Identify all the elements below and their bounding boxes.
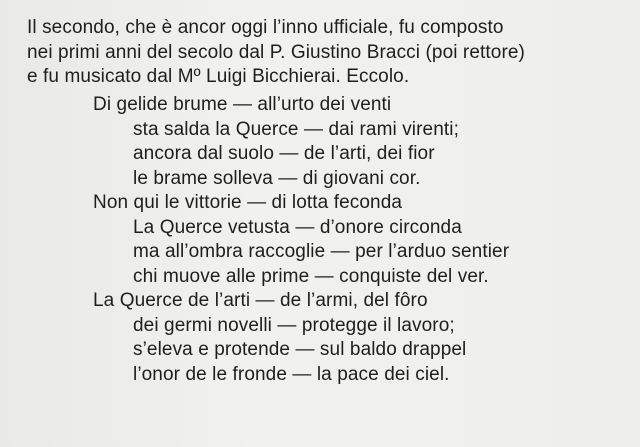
verse-line: ma all’ombra raccoglie — per l’arduo sentier (133, 241, 510, 262)
verse-line: dei germi novelli — protegge il lavoro; (133, 314, 455, 336)
verse-line: chi muove alle prime — conquiste del ver. (133, 265, 489, 287)
verse-line: ancora dal suolo — de l’arti, dei fior (133, 143, 435, 164)
verse-line: La Querce vetusta — d’onore circonda (133, 216, 462, 238)
poem (0, 93, 640, 387)
stanza-1 (0, 93, 640, 191)
verse-line: La Querce de l’arti — de l’armi, del fôro (93, 290, 428, 311)
verse-line: le brame solleva — di giovani cor. (133, 167, 421, 189)
stanza-2 (0, 191, 640, 289)
verse-line: l’onor de le fronde — la pace dei ciel. (133, 363, 450, 385)
verse-line: Non qui le vittorie — di lotta feconda (93, 192, 403, 213)
intro-paragraph (27, 16, 633, 90)
intro-line: Il secondo, che è ancor oggi l’inno ufficiale, fu composto (27, 17, 504, 38)
verse-line: sta salda la Querce — dai rami virenti; (133, 118, 459, 140)
intro-line: nei primi anni del secolo dal P. Giustino Bracci (poi rettore) (27, 41, 525, 63)
intro-line: e fu musicato dal Mº Luigi Bicchierai. Eccolo. (27, 66, 410, 87)
stanza-3 (0, 289, 640, 387)
verse-line: s’eleva e protende — sul baldo drappel (133, 339, 467, 360)
verse-line: Di gelide brume — all’urto dei venti (93, 94, 392, 115)
